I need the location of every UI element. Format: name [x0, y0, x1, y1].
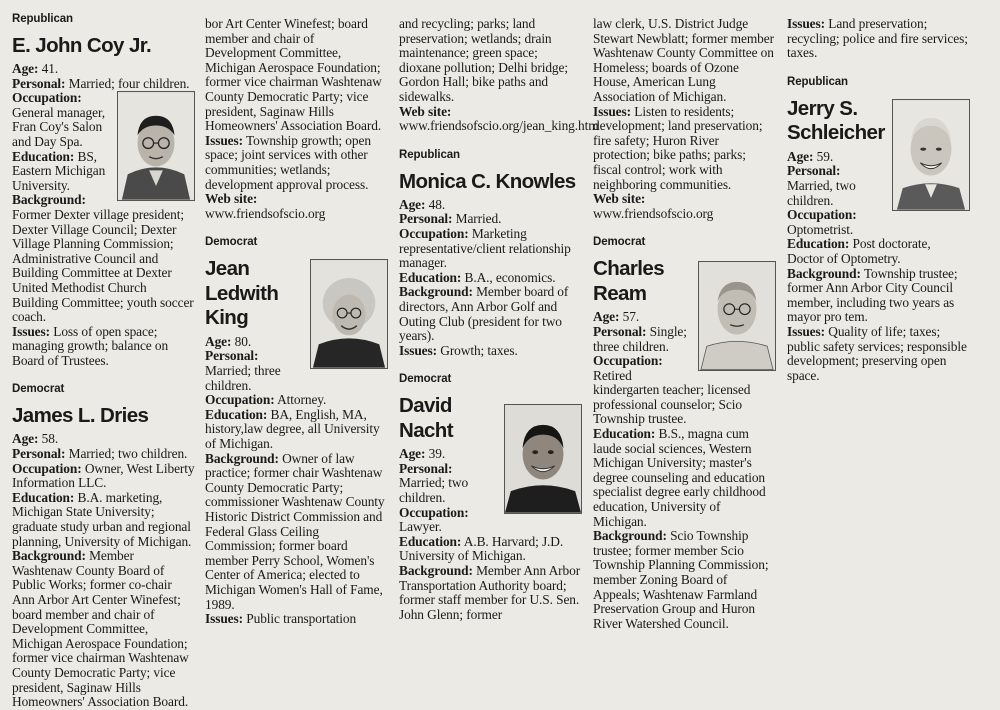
- candidate-name: Jean Ledwith King: [205, 257, 279, 330]
- issues: Issues: Public transportation: [205, 611, 357, 627]
- candidate-dries: [12, 382, 195, 709]
- education: Education: Post doctorate, Doctor of Optometry.: [787, 236, 931, 266]
- candidate-photo: [504, 404, 582, 514]
- education: Education: B.S., magna cum laude social sciences, Western Michigan University; master's degree counseling and education specialist degree early childhood education, University of Michigan.: [593, 426, 766, 529]
- personal: Personal: Married; two children.: [399, 460, 469, 506]
- candidate-name: E. John Coy Jr.: [12, 34, 152, 57]
- candidate-name: Monica C. Knowles: [399, 169, 576, 193]
- candidate-king-continued: [399, 16, 599, 134]
- issues: Issues: Listen to residents; development; land preservation; fire safety; Huron River protection; bike paths; parks; fiscal control; work with neighboring communities.: [593, 103, 763, 192]
- background: Background: Township trustee; former Ann Arbor City Council member, including two years as mayor pro tem.: [787, 265, 958, 325]
- personal: Personal: Single; three children.: [593, 323, 687, 354]
- issues: Issues: Township growth; open space; joint services with other communities; wetlands; development approval process.: [205, 132, 371, 192]
- occupation: Occupation: Marketing representative/client relationship manager.: [399, 225, 571, 271]
- column-1: [12, 12, 195, 710]
- occupation: Occupation: Owner, West Liberty Information LLC.: [12, 460, 195, 491]
- candidate-photo: [310, 259, 388, 369]
- age: Age: 57.: [593, 309, 640, 325]
- website: Web site: www.friendsofscio.org: [593, 191, 714, 221]
- website: Web site: www.friendsofscio.org/jean_king.htm: [399, 103, 599, 134]
- website-link[interactable]: www.friendsofscio.org: [593, 205, 714, 221]
- age: Age: 59.: [787, 148, 834, 164]
- personal: Personal: Married; three children.: [205, 348, 281, 393]
- age: Age: 58.: [12, 431, 59, 447]
- party-label: Democrat: [399, 373, 452, 386]
- education: Education: A.B. Harvard; J.D. University of Michigan.: [399, 533, 564, 564]
- candidate-name: Jerry S. Schleicher: [787, 96, 885, 145]
- candidate-schleicher: [787, 75, 970, 384]
- issues: Issues: Quality of life; taxes; public safety services; responsible development; preserving open space.: [787, 323, 967, 383]
- website-link[interactable]: www.friendsofscio.org/jean_king.htm: [399, 118, 599, 134]
- personal: Personal: Married; two children.: [12, 446, 188, 462]
- occupation: Occupation: General manager, Fran Coy's Salon and Day Spa.: [12, 90, 106, 149]
- background: Background: Former Dexter village president; Dexter Village Council; Dexter Village Planning Commission; Administrative Council and Building Committee at Dexter United Methodist Church Building Committee; youth soccer coach.: [12, 192, 194, 325]
- candidate-ream: [593, 235, 776, 631]
- party-label: Democrat: [593, 236, 646, 249]
- candidate-dries-continued: [205, 17, 388, 221]
- occupation: Occupation: Lawyer.: [399, 504, 469, 535]
- personal: Personal: Married, two children.: [787, 163, 856, 208]
- website-link[interactable]: www.friendsofscio.org: [205, 205, 326, 221]
- candidate-name: David Nacht: [399, 394, 453, 442]
- background-continued: bor Art Center Winefest; board member and chair of Development Committee, Michigan Aerospace Foundation; former vice chairman Washtenaw County Democratic Party; vice president, Saginaw Hills Homeowners' Association Board.: [205, 16, 382, 134]
- age: Age: 41.: [12, 61, 59, 76]
- background: Background: Member Washtenaw County Board of Public Works; former co-chair Ann Arbor Art Center Winefest; board member and chair of Development Committee, Michigan Aerospace Foundation; former vice chairman Washtenaw County Democratic Party; vice president, Saginaw Hills Homeowners' Association Board.: [12, 548, 189, 710]
- personal: Personal: Married.: [399, 211, 502, 227]
- column-5: [787, 12, 970, 383]
- issues: Issues: Land preservation; recycling; police and fire services; taxes.: [787, 16, 968, 61]
- party-label: Democrat: [205, 236, 258, 249]
- column-3: [399, 12, 599, 622]
- party-label: Republican: [787, 75, 848, 88]
- age: Age: 48.: [399, 196, 446, 212]
- candidate-knowles: [399, 148, 582, 359]
- candidate-nacht-continued: [593, 17, 776, 221]
- issues: Issues: Loss of open space; managing growth; balance on Board of Trustees.: [12, 323, 169, 368]
- candidate-photo: [117, 91, 195, 201]
- candidate-photo: [892, 99, 970, 211]
- occupation: Occupation: Attorney.: [205, 392, 327, 408]
- occupation: Occupation: Optometrist.: [787, 207, 857, 237]
- education: Education: B.A., economics.: [399, 269, 556, 285]
- issues-continued: and recycling; parks; land preservation; wetlands; drain maintenance; green space; dioxane pollution; Delhi bridge; Gordon Hall; bike paths and sidewalks.: [399, 16, 568, 104]
- background: Background: Scio Township trustee; former member Scio Township Planning Commission; member Zoning Board of Appeals; Washtenaw Farmland Preservation Group and Huron River Watershed Council.: [593, 528, 769, 631]
- personal: Personal: Married; four children.: [12, 75, 190, 91]
- education: Education: BS, Eastern Michigan University.: [12, 148, 106, 193]
- background: Background: Member board of directors, Ann Arbor Golf and Outing Club (president for two years).: [399, 284, 569, 344]
- candidate-nacht: [399, 372, 582, 622]
- education: Education: BA, English, MA, history,law degree, all University of Michigan.: [205, 406, 380, 451]
- candidate-coy: [12, 12, 195, 368]
- column-2: [205, 12, 388, 627]
- background-continued: law clerk, U.S. District Judge Stewart Newblatt; former member Washtenaw County Committee on Homeless; boards of Ozone House, American Lung Association of Michigan.: [593, 16, 774, 104]
- candidate-name: James L. Dries: [12, 404, 149, 428]
- website: Web site: www.friendsofscio.org: [205, 191, 326, 221]
- candidate-king: [205, 235, 388, 626]
- occupation: Occupation: Retired kindergarten teacher; licensed professional counselor; Scio Township trustee.: [593, 353, 751, 427]
- age: Age: 39.: [399, 446, 446, 462]
- party-label: Democrat: [12, 383, 65, 396]
- background: Background: Owner of law practice; former chair Washtenaw County Democratic Party; commissioner Washtenaw County Historic District Commission and Federal Glass Ceiling Commission; former board member Perry School, Women's Center of America; elected to Michigan Women's Hall of Fame, 1989.: [205, 450, 385, 612]
- issues: Issues: Growth; taxes.: [399, 342, 518, 358]
- candidate-photo: [698, 261, 776, 371]
- party-label: Republican: [12, 13, 73, 25]
- party-label: Republican: [399, 148, 460, 161]
- candidate-ream-continued: [787, 17, 970, 61]
- background: Background: Member Ann Arbor Transportation Authority board; former staff member for U.S. Sen. John Glenn; former: [399, 563, 581, 622]
- age: Age: 80.: [205, 333, 252, 349]
- column-4: [593, 12, 776, 631]
- candidate-name: Charles Ream: [593, 257, 665, 305]
- education: Education: B.A. marketing, Michigan State University; graduate study urban and regional planning, University of Michigan.: [12, 489, 192, 549]
